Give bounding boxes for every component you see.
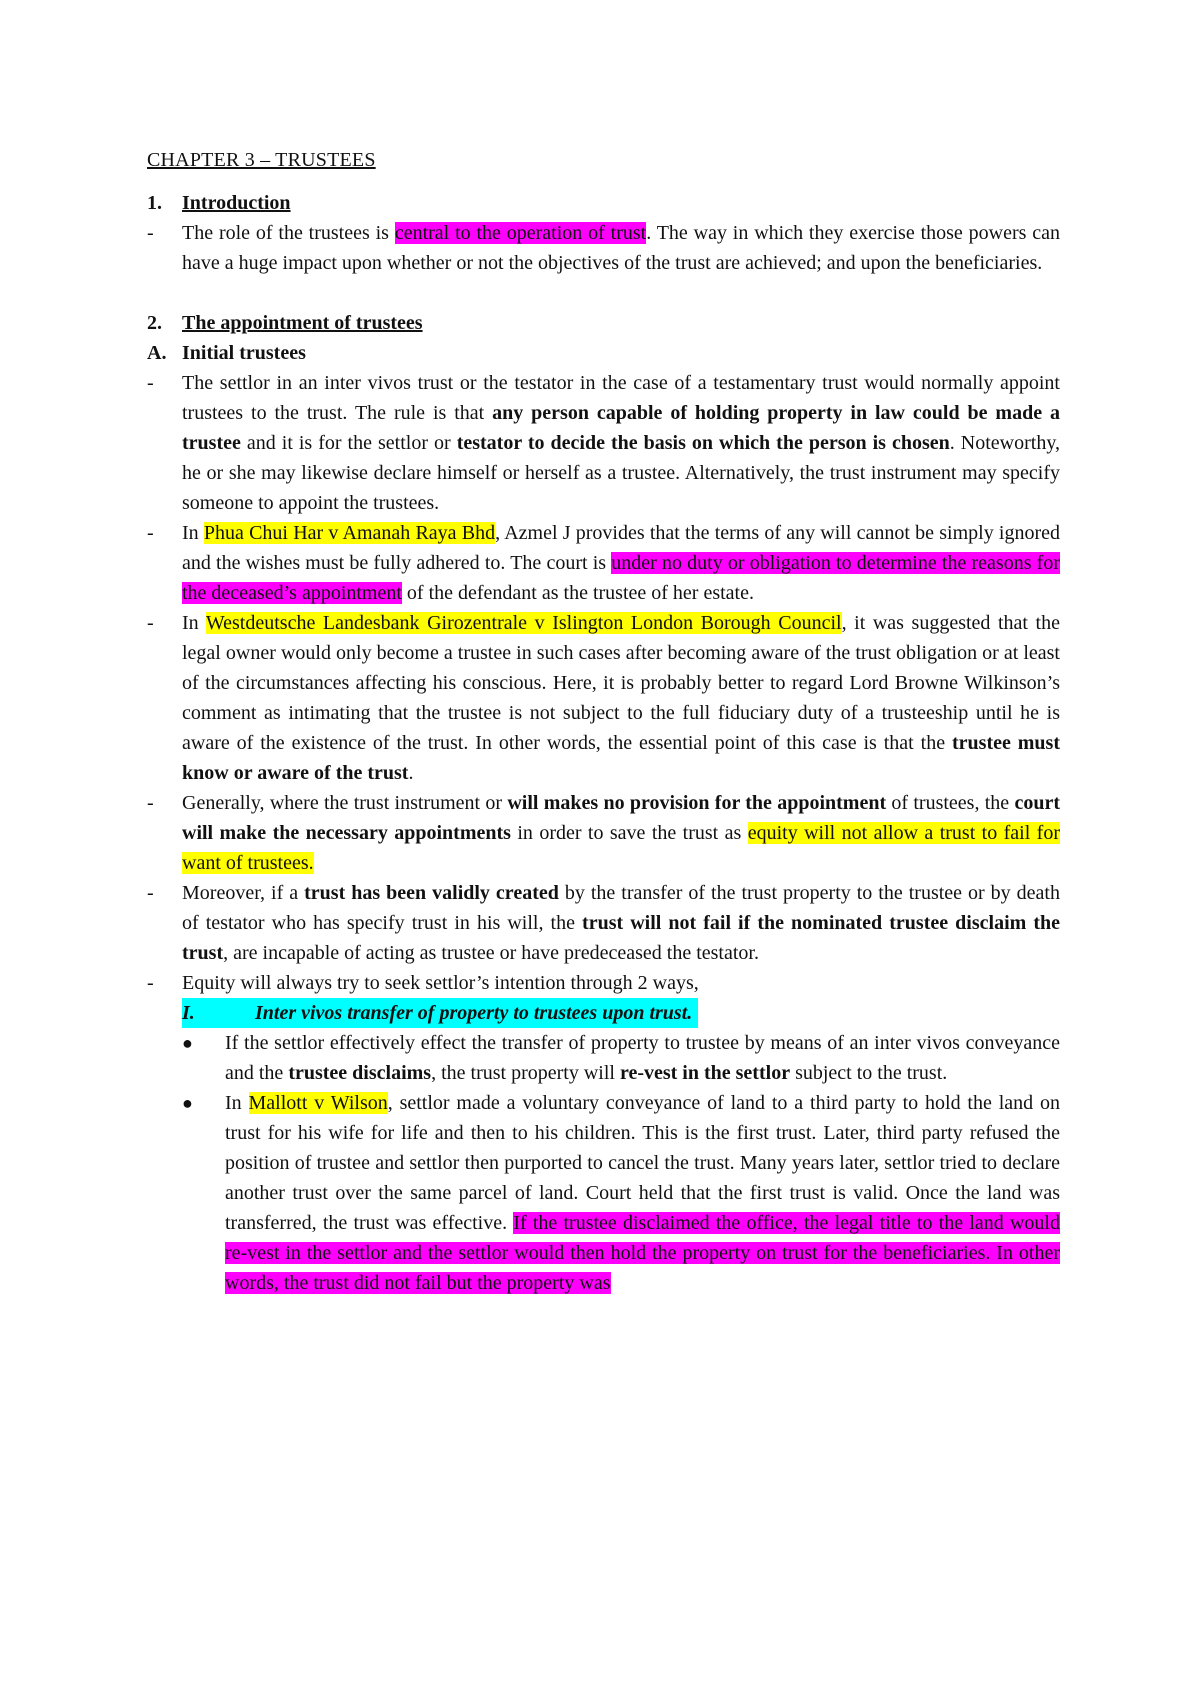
section-title: The appointment of trustees	[182, 312, 423, 334]
text-run: The settlor in an inter vivos trust or the testator in the case of a testamentary trust would normally appoint trustees to the trust. The rule is that	[182, 372, 1060, 424]
text-run: , are incapable of acting as trustee or have predeceased the testator.	[223, 942, 759, 964]
text-run: of the defendant as the trustee of her estate.	[401, 582, 754, 604]
highlight-yellow: equity will not allow a trust to fail for want of trustees.	[182, 822, 1061, 874]
paragraph-settlor-appoints	[147, 368, 1060, 518]
text-run: In	[182, 522, 204, 544]
dash-marker: -	[147, 612, 154, 634]
text-run: in order to save the trust as	[510, 822, 748, 844]
paragraph-westdeutsche	[147, 608, 1060, 788]
highlight-cyan	[182, 998, 698, 1028]
subsection-title: Initial trustees	[182, 342, 306, 364]
text-run: If the settlor effectively effect the transfer of property to trustee by means of an inter vivos conveyance and the	[225, 1032, 1060, 1084]
highlight-magenta: If the trustee disclaimed the office, the legal title to the land would re-vest in the settlor and the settlor would then hold the property on trust for the beneficiaries. In other words, the trust did not fail but the property was	[225, 1212, 1060, 1294]
text-run: . The way in which they exercise those powers can have a huge impact upon whether or not the objectives of the trust are achieved; and upon the beneficiaries.	[182, 222, 1061, 274]
text-run: . Noteworthy, he or she may likewise declare himself or herself as a trustee. Alternatively, the trust instrument may specify someone to appoint the trustees.	[182, 432, 1061, 514]
section-title: Introduction	[182, 192, 291, 214]
highlight-magenta: central to the operation of trust	[394, 222, 647, 244]
dash-marker: -	[147, 972, 154, 994]
spacer	[147, 278, 1060, 308]
section-number: 1.	[147, 192, 162, 214]
bold-text: any person capable of holding property in law could be made a trustee	[182, 402, 1060, 454]
bold-text: will makes no provision for the appointment	[507, 792, 887, 814]
text-run: , settlor made a voluntary conveyance of land to a third party to hold the land on trust for his wife for life and then to his children. This is the first trust. Later, third party refused the position of trustee and settlor then purported to cancel the trust. Many years later, settlor tried to declare another trust over the same parcel of land. Court held that the first trust is valid. Once the land was transferred, the trust was effective.	[225, 1092, 1060, 1234]
bold-text: trust has been validly created	[304, 882, 559, 904]
bold-text: re-vest in the settlor	[619, 1062, 791, 1084]
text-run: subject to the trust.	[790, 1062, 948, 1084]
paragraph-validly-created	[147, 878, 1060, 968]
text-run: of trustees, the	[886, 792, 1015, 814]
paragraph-role-of-trustees	[147, 218, 1060, 278]
text-run: by the transfer of the trust property to the trustee or by death of testator who has specify trust in his will, the	[182, 882, 1060, 934]
subheading-initial-trustees	[147, 338, 1060, 368]
text-run: The role of the trustees is	[182, 222, 395, 244]
text-run: In	[225, 1092, 249, 1114]
text-run: , it was suggested that the legal owner would only become a trustee in such cases after becoming aware of the trust obligation or at least of the circumstances affecting his conscious. Here, it is probably better to regard Lord Browne Wilkinson’s comment as intimating that the trustee is not subject to the full fiduciary duty of a trusteeship until he is aware of the existence of the trust. In other words, the essential point of this case is that the	[182, 612, 1060, 754]
highlight-magenta: under no duty or obligation to determine the reasons for the deceased’s appointment	[182, 552, 1060, 604]
case-name-highlight: Phua Chui Har v Amanah Raya Bhd	[203, 522, 496, 544]
paragraph-court-appointments	[147, 788, 1060, 878]
dash-marker: -	[147, 792, 154, 814]
subsection-letter: A.	[147, 342, 167, 364]
roman-heading-text: Inter vivos transfer of property to trustees upon trust.	[255, 1002, 693, 1024]
text-run: , Azmel J provides that the terms of any will cannot be simply ignored and the wishes must be fully adhered to. The court is	[182, 522, 1060, 574]
dash-marker: -	[147, 222, 154, 244]
dash-marker: -	[147, 522, 154, 544]
text-run: .	[408, 762, 414, 784]
dash-marker: -	[147, 372, 154, 394]
bold-text: trust will not fail if the nominated trustee disclaim the trust	[182, 912, 1061, 964]
bold-text: court will make the necessary appointments	[182, 792, 1060, 844]
bold-text: testator to decide the basis on which the person is chosen	[456, 432, 950, 454]
bullet-icon: ●	[182, 1093, 193, 1113]
paragraph-phua-chui-har	[147, 518, 1060, 608]
dash-marker: -	[147, 882, 154, 904]
text-run: and it is for the settlor or	[240, 432, 457, 454]
text-run: , the trust property will	[431, 1062, 620, 1084]
section-heading-appointment	[147, 308, 1060, 338]
chapter-title: CHAPTER 3 – TRUSTEES	[147, 149, 376, 171]
bold-text: trustee must know or aware of the trust	[182, 732, 1060, 784]
text-run: Equity will always try to seek settlor’s intention through 2 ways,	[182, 972, 699, 994]
text-run: Generally, where the trust instrument or	[182, 792, 508, 814]
bullet-icon: ●	[182, 1033, 193, 1053]
case-name-highlight: Mallott v Wilson	[248, 1092, 388, 1114]
bullet-item-mallott-v-wilson	[182, 1088, 1060, 1298]
document-body	[147, 145, 1060, 1298]
text-run: In	[182, 612, 206, 634]
section-number: 2.	[147, 312, 162, 334]
text-run: Moreover, if a	[182, 882, 305, 904]
paragraph-equity-two-ways	[147, 968, 1060, 998]
bold-text: trustee disclaims	[288, 1062, 432, 1084]
roman-heading-inter-vivos	[182, 998, 1060, 1028]
section-heading-introduction	[147, 188, 1060, 218]
roman-numeral: I.	[182, 1002, 195, 1024]
case-name-highlight: Westdeutsche Landesbank Girozentrale v Islington London Borough Council	[205, 612, 842, 634]
bullet-item-disclaims	[182, 1028, 1060, 1088]
